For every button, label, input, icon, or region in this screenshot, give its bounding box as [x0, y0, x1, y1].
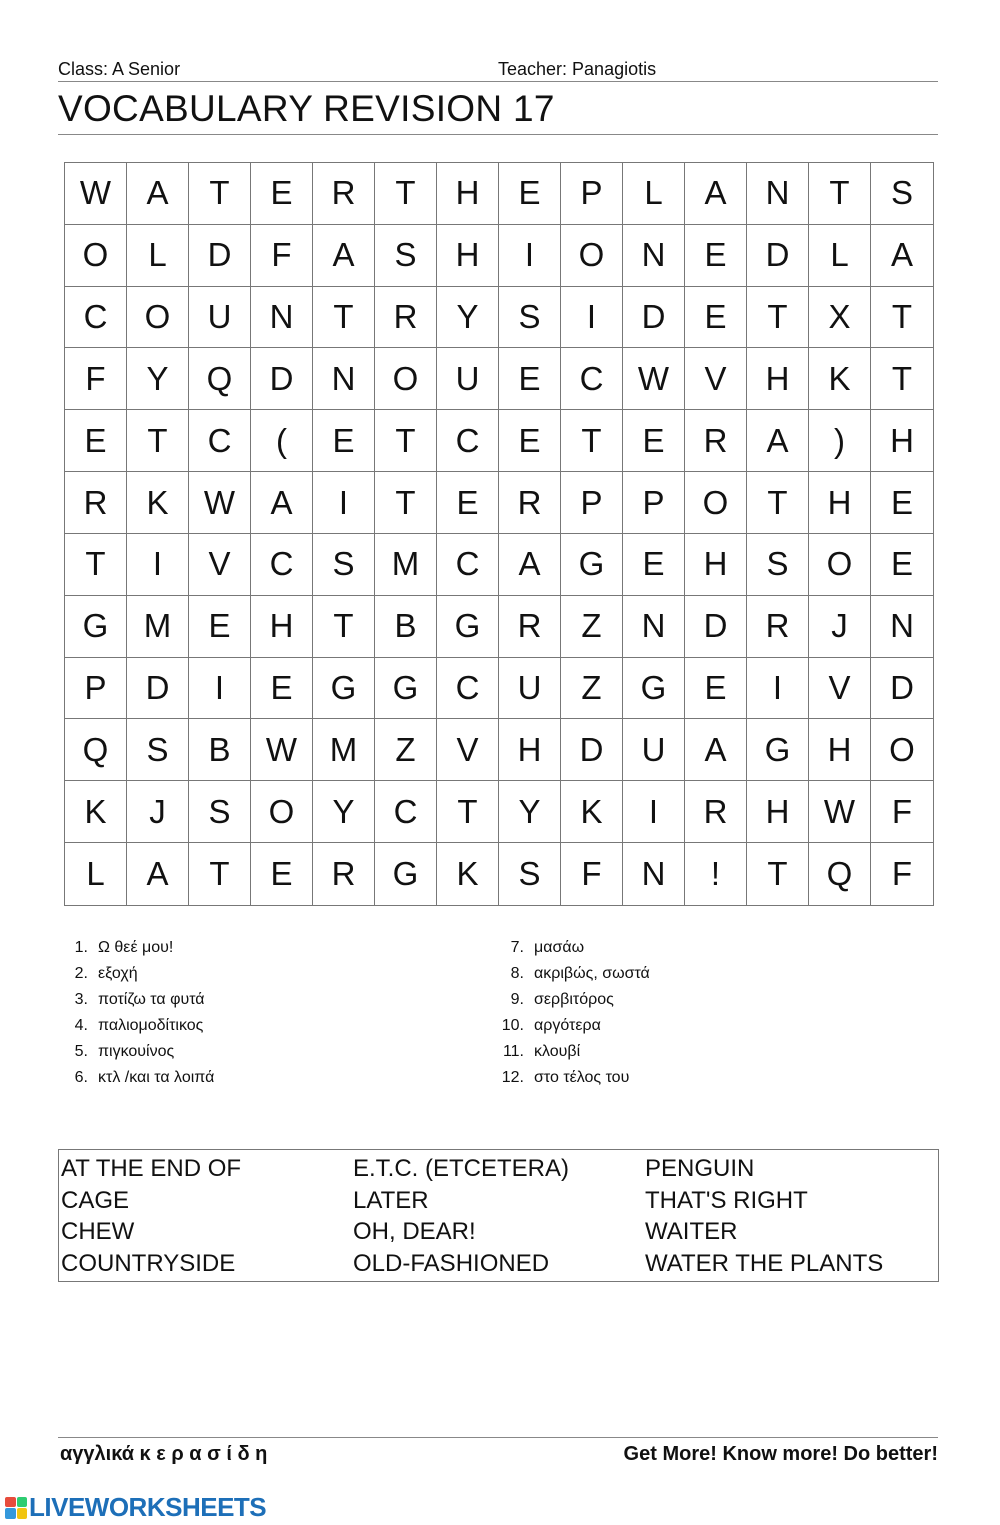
grid-cell[interactable]: T: [375, 472, 437, 534]
grid-cell[interactable]: L: [809, 225, 871, 287]
grid-cell[interactable]: W: [65, 163, 127, 225]
grid-cell[interactable]: K: [437, 843, 499, 905]
word-bank-item: OH, DEAR!: [353, 1218, 476, 1245]
grid-cell[interactable]: R: [499, 596, 561, 658]
grid-cell[interactable]: E: [251, 843, 313, 905]
page-title: VOCABULARY REVISION 17: [58, 88, 555, 129]
grid-cell[interactable]: K: [65, 781, 127, 843]
grid-cell[interactable]: C: [437, 658, 499, 720]
clue-item: [60, 935, 214, 961]
grid-cell[interactable]: N: [251, 287, 313, 349]
grid-cell[interactable]: R: [375, 287, 437, 349]
grid-cell[interactable]: N: [871, 596, 933, 658]
logo-square: [17, 1508, 28, 1519]
grid-cell[interactable]: Z: [561, 596, 623, 658]
grid-cell[interactable]: N: [623, 596, 685, 658]
grid-cell[interactable]: D: [561, 719, 623, 781]
grid-cell[interactable]: O: [685, 472, 747, 534]
liveworksheets-logo-icon: [5, 1497, 27, 1519]
grid-cell[interactable]: I: [561, 287, 623, 349]
grid-cell[interactable]: Y: [499, 781, 561, 843]
grid-cell[interactable]: G: [375, 843, 437, 905]
grid-cell[interactable]: C: [561, 348, 623, 410]
grid-cell[interactable]: R: [313, 163, 375, 225]
grid-cell[interactable]: T: [747, 287, 809, 349]
grid-cell[interactable]: F: [871, 781, 933, 843]
clue-item: [494, 987, 650, 1013]
grid-cell[interactable]: I: [499, 225, 561, 287]
grid-cell[interactable]: W: [189, 472, 251, 534]
grid-cell[interactable]: O: [561, 225, 623, 287]
grid-cell[interactable]: T: [871, 287, 933, 349]
grid-cell[interactable]: S: [127, 719, 189, 781]
logo-square: [5, 1508, 16, 1519]
title-divider: [58, 134, 938, 135]
clue-number: 10.: [501, 1017, 524, 1034]
grid-cell[interactable]: B: [375, 596, 437, 658]
clue-number: 8.: [510, 965, 524, 982]
grid-cell[interactable]: G: [623, 658, 685, 720]
grid-cell[interactable]: E: [189, 596, 251, 658]
grid-cell[interactable]: E: [685, 225, 747, 287]
grid-cell[interactable]: E: [313, 410, 375, 472]
grid-cell[interactable]: A: [685, 719, 747, 781]
grid-cell[interactable]: S: [499, 287, 561, 349]
grid-cell[interactable]: A: [127, 843, 189, 905]
grid-cell[interactable]: G: [437, 596, 499, 658]
grid-cell[interactable]: E: [685, 658, 747, 720]
clue-item: [60, 1065, 214, 1091]
clue-item: [60, 987, 214, 1013]
grid-cell[interactable]: W: [251, 719, 313, 781]
grid-cell[interactable]: Z: [375, 719, 437, 781]
word-search-grid[interactable]: [64, 162, 934, 906]
grid-cell[interactable]: T: [189, 163, 251, 225]
grid-cell[interactable]: S: [871, 163, 933, 225]
word-bank-item: PENGUIN: [645, 1155, 755, 1182]
clue-number: 6.: [74, 1069, 88, 1086]
clue-number: 7.: [510, 939, 524, 956]
grid-cell[interactable]: T: [313, 596, 375, 658]
grid-cell[interactable]: J: [127, 781, 189, 843]
word-bank-item: WATER THE PLANTS: [645, 1249, 884, 1277]
grid-cell[interactable]: V: [685, 348, 747, 410]
word-bank-item: E.T.C. (ETCETERA): [353, 1155, 570, 1182]
clue-text: στο τέλος του: [534, 1069, 630, 1086]
grid-cell[interactable]: O: [809, 534, 871, 596]
header-divider: [58, 81, 938, 82]
grid-cell[interactable]: P: [623, 472, 685, 534]
grid-cell[interactable]: D: [127, 658, 189, 720]
clue-text: πιγκουίνος: [98, 1043, 175, 1060]
word-bank-item: WAITER: [645, 1218, 738, 1245]
grid-cell[interactable]: P: [561, 163, 623, 225]
grid-cell[interactable]: E: [499, 348, 561, 410]
brand-name: LIVEWORKSHEETS: [29, 1492, 267, 1522]
clue-item: [494, 1013, 650, 1039]
clue-text: αργότερα: [534, 1017, 601, 1034]
grid-cell[interactable]: I: [313, 472, 375, 534]
clue-item: [494, 1039, 650, 1065]
clue-text: σερβιτόρος: [534, 991, 614, 1008]
grid-cell[interactable]: L: [127, 225, 189, 287]
grid-cell[interactable]: D: [189, 225, 251, 287]
grid-cell[interactable]: C: [189, 410, 251, 472]
teacher-label: Teacher: Panagiotis: [498, 59, 657, 79]
grid-cell[interactable]: T: [189, 843, 251, 905]
clue-item: [494, 961, 650, 987]
grid-cell[interactable]: H: [747, 348, 809, 410]
word-bank-item: CAGE: [61, 1186, 130, 1214]
grid-cell[interactable]: E: [871, 534, 933, 596]
grid-cell[interactable]: H: [747, 781, 809, 843]
grid-cell[interactable]: S: [499, 843, 561, 905]
grid-cell[interactable]: E: [65, 410, 127, 472]
clue-text: κλουβί: [534, 1043, 581, 1060]
grid-cell[interactable]: S: [189, 781, 251, 843]
grid-cell[interactable]: L: [623, 163, 685, 225]
grid-cell[interactable]: A: [499, 534, 561, 596]
grid-cell[interactable]: H: [437, 163, 499, 225]
grid-cell[interactable]: O: [127, 287, 189, 349]
grid-cell[interactable]: T: [747, 843, 809, 905]
grid-cell[interactable]: D: [251, 348, 313, 410]
grid-cell[interactable]: F: [251, 225, 313, 287]
grid-cell[interactable]: G: [747, 719, 809, 781]
grid-cell[interactable]: C: [437, 534, 499, 596]
clue-number: 11.: [502, 1043, 524, 1060]
clue-item: [494, 935, 650, 961]
grid-cell[interactable]: W: [809, 781, 871, 843]
grid-cell[interactable]: E: [685, 287, 747, 349]
grid-cell[interactable]: ): [809, 410, 871, 472]
grid-cell[interactable]: T: [65, 534, 127, 596]
grid-cell[interactable]: D: [623, 287, 685, 349]
clue-item: [60, 1039, 214, 1065]
word-bank-item: LATER: [353, 1186, 429, 1214]
grid-cell[interactable]: U: [499, 658, 561, 720]
clue-list-left: [60, 935, 214, 1091]
word-bank-item: CHEW: [61, 1218, 135, 1245]
grid-cell[interactable]: C: [437, 410, 499, 472]
grid-cell[interactable]: E: [623, 534, 685, 596]
grid-cell[interactable]: C: [65, 287, 127, 349]
grid-cell[interactable]: S: [375, 225, 437, 287]
grid-cell[interactable]: A: [251, 472, 313, 534]
grid-cell[interactable]: D: [685, 596, 747, 658]
clue-number: 5.: [74, 1043, 88, 1060]
grid-cell[interactable]: W: [623, 348, 685, 410]
grid-cell[interactable]: G: [561, 534, 623, 596]
word-bank-item: AT THE END OF: [61, 1155, 242, 1182]
footer-author: αγγλικά κ ε ρ α σ ί δ η: [60, 1443, 268, 1465]
grid-cell[interactable]: H: [685, 534, 747, 596]
clue-item: [60, 1013, 214, 1039]
grid-cell[interactable]: R: [313, 843, 375, 905]
grid-cell[interactable]: C: [251, 534, 313, 596]
grid-cell[interactable]: G: [375, 658, 437, 720]
grid-cell[interactable]: N: [623, 843, 685, 905]
grid-cell[interactable]: T: [809, 163, 871, 225]
word-bank-item: COUNTRYSIDE: [61, 1249, 236, 1277]
grid-cell[interactable]: (: [251, 410, 313, 472]
clue-text: παλιομοδίτικος: [98, 1017, 204, 1034]
grid-cell[interactable]: R: [65, 472, 127, 534]
grid-cell[interactable]: S: [747, 534, 809, 596]
footer-divider: [58, 1437, 938, 1438]
grid-cell[interactable]: T: [313, 287, 375, 349]
grid-cell[interactable]: P: [65, 658, 127, 720]
grid-cell[interactable]: Y: [437, 287, 499, 349]
word-bank: [58, 1149, 939, 1282]
grid-cell[interactable]: A: [685, 163, 747, 225]
grid-cell[interactable]: E: [871, 472, 933, 534]
clue-number: 9.: [510, 991, 524, 1008]
grid-cell[interactable]: H: [437, 225, 499, 287]
grid-cell[interactable]: N: [747, 163, 809, 225]
clue-text: εξοχή: [98, 965, 138, 982]
grid-cell[interactable]: F: [561, 843, 623, 905]
grid-cell[interactable]: E: [499, 163, 561, 225]
grid-cell[interactable]: K: [127, 472, 189, 534]
grid-cell[interactable]: V: [189, 534, 251, 596]
grid-cell[interactable]: T: [437, 781, 499, 843]
grid-cell[interactable]: F: [65, 348, 127, 410]
clue-text: κτλ /και τα λοιπά: [98, 1069, 215, 1086]
grid-cell[interactable]: !: [685, 843, 747, 905]
grid-cell[interactable]: I: [189, 658, 251, 720]
logo-square: [5, 1497, 16, 1508]
grid-cell[interactable]: H: [809, 719, 871, 781]
grid-cell[interactable]: Q: [809, 843, 871, 905]
grid-cell[interactable]: O: [871, 719, 933, 781]
grid-cell[interactable]: Y: [313, 781, 375, 843]
grid-cell[interactable]: P: [561, 472, 623, 534]
brand-logo[interactable]: [5, 1492, 266, 1523]
grid-cell[interactable]: A: [313, 225, 375, 287]
grid-cell[interactable]: Z: [561, 658, 623, 720]
grid-cell[interactable]: E: [437, 472, 499, 534]
grid-cell[interactable]: R: [499, 472, 561, 534]
clue-text: Ω θεέ μου!: [98, 939, 174, 956]
grid-cell[interactable]: I: [127, 534, 189, 596]
clue-number: 1.: [74, 939, 88, 956]
grid-cell[interactable]: K: [809, 348, 871, 410]
grid-cell[interactable]: V: [809, 658, 871, 720]
grid-cell[interactable]: O: [375, 348, 437, 410]
grid-cell[interactable]: N: [313, 348, 375, 410]
grid-cell[interactable]: U: [189, 287, 251, 349]
grid-cell[interactable]: Q: [189, 348, 251, 410]
grid-cell[interactable]: D: [871, 658, 933, 720]
grid-cell[interactable]: E: [623, 410, 685, 472]
grid-cell[interactable]: H: [809, 472, 871, 534]
grid-cell[interactable]: I: [623, 781, 685, 843]
grid-cell[interactable]: F: [891, 855, 913, 893]
grid-cell[interactable]: T: [871, 348, 933, 410]
clue-number: 2.: [74, 965, 88, 982]
grid-cell[interactable]: N: [623, 225, 685, 287]
grid-cell[interactable]: Q: [65, 719, 127, 781]
grid-cell[interactable]: E: [499, 410, 561, 472]
grid-cell[interactable]: T: [375, 163, 437, 225]
clue-item: [494, 1065, 650, 1091]
clue-number: 4.: [74, 1017, 88, 1034]
grid-cell[interactable]: T: [561, 410, 623, 472]
grid-cell[interactable]: L: [65, 843, 127, 905]
grid-cell[interactable]: O: [251, 781, 313, 843]
logo-square: [17, 1497, 28, 1508]
grid-cell[interactable]: I: [747, 658, 809, 720]
grid-cell[interactable]: D: [747, 225, 809, 287]
clue-text: ακριβώς, σωστά: [534, 965, 650, 982]
grid-cell[interactable]: E: [251, 163, 313, 225]
grid-cell[interactable]: T: [747, 472, 809, 534]
grid-cell[interactable]: Y: [127, 348, 189, 410]
grid-cell[interactable]: G: [313, 658, 375, 720]
grid-cell[interactable]: V: [437, 719, 499, 781]
grid-cell[interactable]: A: [127, 163, 189, 225]
grid-cell[interactable]: K: [561, 781, 623, 843]
class-label: Class: A Senior: [58, 59, 181, 79]
grid-cell[interactable]: G: [65, 596, 127, 658]
grid-cell[interactable]: M: [313, 719, 375, 781]
grid-cell[interactable]: H: [251, 596, 313, 658]
grid-cell[interactable]: A: [871, 225, 933, 287]
grid-cell[interactable]: H: [499, 719, 561, 781]
grid-cell[interactable]: C: [375, 781, 437, 843]
grid-cell[interactable]: R: [685, 781, 747, 843]
grid-cell[interactable]: U: [623, 719, 685, 781]
grid-cell[interactable]: O: [65, 225, 127, 287]
clue-item: [60, 961, 214, 987]
grid-cell[interactable]: R: [747, 596, 809, 658]
word-bank-item: OLD-FASHIONED: [353, 1249, 550, 1277]
grid-cell[interactable]: M: [127, 596, 189, 658]
grid-cell[interactable]: S: [313, 534, 375, 596]
grid-cell[interactable]: H: [871, 410, 933, 472]
footer-slogan: Get More! Know more! Do better!: [623, 1443, 938, 1465]
clue-list-right: [494, 935, 650, 1091]
clue-number: 12.: [501, 1069, 524, 1086]
grid-cell[interactable]: U: [437, 348, 499, 410]
clue-text: ποτίζω τα φυτά: [98, 991, 205, 1008]
grid-cell[interactable]: E: [251, 658, 313, 720]
grid-cell[interactable]: T: [375, 410, 437, 472]
grid-cell[interactable]: X: [809, 287, 871, 349]
grid-cell[interactable]: J: [809, 596, 871, 658]
grid-cell[interactable]: A: [747, 410, 809, 472]
grid-cell[interactable]: T: [127, 410, 189, 472]
clue-number: 3.: [74, 991, 88, 1008]
grid-cell[interactable]: R: [685, 410, 747, 472]
grid-cell[interactable]: B: [189, 719, 251, 781]
grid-cell[interactable]: M: [375, 534, 437, 596]
word-bank-item: THAT'S RIGHT: [645, 1186, 808, 1214]
clue-text: μασάω: [534, 939, 585, 956]
